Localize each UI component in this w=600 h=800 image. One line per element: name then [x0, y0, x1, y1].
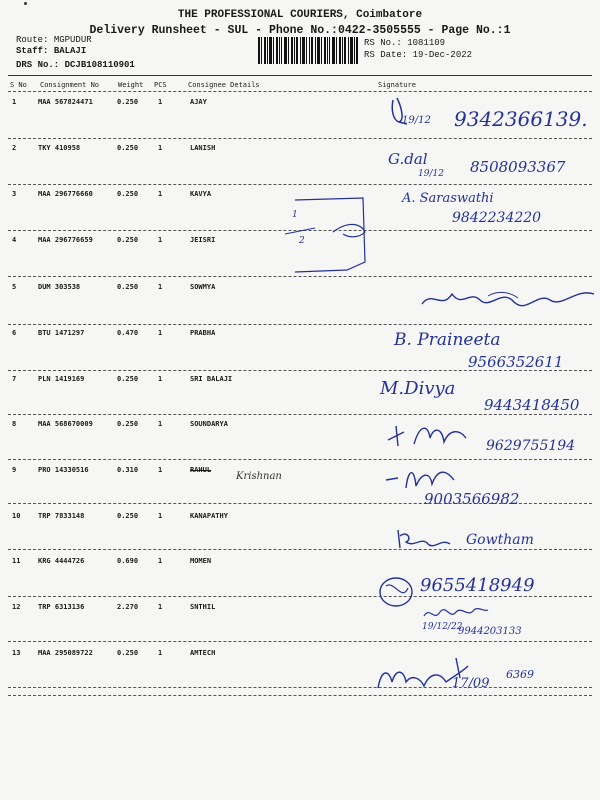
runsheet-subtitle: Delivery Runsheet - SUL - Phone No.:0422-3505555 - Page No.:1 — [89, 24, 511, 37]
row-sno: 6 — [12, 329, 17, 337]
row-consignee: JEISRI — [190, 236, 216, 244]
row-consignee: MOMEN — [190, 557, 212, 565]
row-sno: 3 — [12, 190, 17, 198]
signature-8-phone: 9629755194 — [486, 438, 576, 454]
header-top-rule — [8, 75, 592, 76]
bracket-mark-2: 2 — [299, 236, 305, 246]
bracket-mark-1: 1 — [292, 210, 298, 220]
row-weight: 0.250 — [117, 190, 139, 198]
row-consignee: PRABHA — [190, 329, 216, 337]
col-signature: Signature — [378, 81, 416, 89]
company-title: THE PROFESSIONAL COURIERS, Coimbatore — [177, 9, 423, 21]
signature-13-code: 6369 — [506, 668, 534, 681]
signature-10-name: Gowtham — [466, 532, 534, 548]
row-divider — [8, 549, 592, 550]
signature-2-date: 19/12 — [418, 169, 444, 179]
col-consignment: Consignment No — [40, 81, 100, 89]
row-sno: 5 — [12, 283, 17, 291]
route-label: Route: — [16, 35, 49, 45]
row-pcs: 1 — [158, 144, 163, 152]
rs-no-info — [364, 38, 445, 48]
signature-12-date: 19/12/22 — [422, 622, 463, 632]
row-divider — [8, 414, 592, 415]
signature-13-date: 17/09 — [452, 676, 490, 691]
row-divider — [8, 184, 592, 185]
rs-no-label: RS No.: — [364, 38, 402, 48]
row-pcs: 1 — [158, 557, 163, 565]
signature-9-scribble — [384, 462, 464, 492]
header-bottom-rule — [8, 91, 592, 92]
signature-10-scribble — [394, 526, 454, 552]
row-pcs: 1 — [158, 329, 163, 337]
barcode — [258, 37, 358, 64]
row-sno: 13 — [12, 649, 21, 657]
row-consignee: SRI BALAJI — [190, 375, 233, 383]
col-weight: Weight — [118, 81, 144, 89]
row-consignee: SOUNDARYA — [190, 420, 228, 428]
row-weight: 0.250 — [117, 236, 139, 244]
col-consignee: Consignee Details — [188, 81, 260, 89]
row-divider — [8, 641, 592, 642]
row-sno: 4 — [12, 236, 17, 244]
signature-6-phone: 9566352611 — [468, 353, 564, 371]
signature-1-phone: 9342366139. — [454, 107, 588, 131]
rs-no-value: 1081109 — [407, 38, 446, 48]
signature-3-name: A. Saraswathi — [402, 191, 494, 206]
row-pcs: 1 — [158, 420, 163, 428]
rs-date-info — [364, 50, 472, 60]
signature-11-phone: 9655418949 — [420, 575, 535, 596]
row-consignment-no: BTU 1471297 — [38, 329, 85, 337]
row-consignee: SNTHIL — [190, 603, 216, 611]
row-pcs: 1 — [158, 98, 163, 106]
row-pcs: 1 — [158, 466, 163, 474]
row-sno: 1 — [12, 98, 17, 106]
row-weight: 0.250 — [117, 649, 139, 657]
signature-2-phone: 8508093367 — [470, 158, 566, 176]
row-pcs: 1 — [158, 190, 163, 198]
signature-3-phone: 9842234220 — [452, 210, 542, 226]
row-divider — [8, 596, 592, 597]
signature-7-phone: 9443418450 — [484, 396, 580, 414]
row-sno: 7 — [12, 375, 17, 383]
row-consignee: AMTECH — [190, 649, 216, 657]
row-divider — [8, 687, 592, 688]
row-pcs: 1 — [158, 649, 163, 657]
route-value: MGPUDUR — [53, 35, 92, 45]
row-consignee: KANAPATHY — [190, 512, 228, 520]
row-consignment-no: DUM 303538 — [38, 283, 81, 291]
row-weight: 0.250 — [117, 375, 139, 383]
drs-info — [16, 60, 135, 70]
signature-12-phone: 9944203133 — [458, 626, 522, 637]
staff-info — [16, 46, 86, 56]
row-weight: 0.690 — [117, 557, 139, 565]
row-divider — [8, 459, 592, 460]
row-consignee: LANISH — [190, 144, 216, 152]
row-consignment-no: MAA 295089722 — [38, 649, 93, 657]
signature-6-name: B. Praineeta — [394, 330, 501, 350]
row-consignment-no: MAA 568670009 — [38, 420, 93, 428]
rs-date-value: 19-Dec-2022 — [412, 50, 473, 60]
col-pcs: PCS — [154, 81, 167, 89]
signature-1-date: 19/12 — [402, 115, 431, 126]
row-pcs: 1 — [158, 603, 163, 611]
row-9-name-note: Krishnan — [236, 471, 282, 482]
row-divider — [8, 324, 592, 325]
row-pcs: 1 — [158, 512, 163, 520]
row-consignee: RAHUL — [190, 466, 212, 474]
staff-label: Staff: — [16, 46, 49, 56]
signature-9-phone: 9003566982 — [424, 490, 520, 508]
route-info — [16, 35, 92, 45]
row-weight: 0.250 — [117, 512, 139, 520]
row-weight: 0.470 — [117, 329, 139, 337]
row-sno: 2 — [12, 144, 17, 152]
row-consignment-no: MAA 296776660 — [38, 190, 93, 198]
signature-3-4-bracket — [265, 192, 375, 277]
row-pcs: 1 — [158, 283, 163, 291]
row-weight: 2.270 — [117, 603, 139, 611]
row-consignment-no: PLN 1419169 — [38, 375, 85, 383]
row-weight: 0.310 — [117, 466, 139, 474]
signature-1-scribble — [385, 92, 445, 132]
row-consignee: SOWMYA — [190, 283, 216, 291]
drs-value: DCJB108110901 — [64, 60, 135, 70]
staff-value: BALAJI — [53, 46, 87, 56]
row-consignment-no: TRP 6313136 — [38, 603, 85, 611]
row-sno: 10 — [12, 512, 21, 520]
signature-5-scribble — [418, 280, 598, 316]
row-divider — [8, 138, 592, 139]
row-consignment-no: MAA 567824471 — [38, 98, 93, 106]
row-weight: 0.250 — [117, 144, 139, 152]
drs-label: DRS No.: — [16, 60, 60, 70]
row-weight: 0.250 — [117, 98, 139, 106]
rs-date-label: RS Date: — [364, 50, 408, 60]
signature-7-name: M.Divya — [380, 378, 456, 399]
row-pcs: 1 — [158, 375, 163, 383]
signature-11-scribble — [376, 572, 418, 610]
col-sno: S No — [10, 81, 27, 89]
row-consignment-no: MAA 296776659 — [38, 236, 93, 244]
row-weight: 0.250 — [117, 420, 139, 428]
row-consignment-no: PRO 14330516 — [38, 466, 89, 474]
signature-8-scribble — [384, 418, 474, 452]
table-bottom-rule — [8, 695, 592, 696]
row-weight: 0.250 — [117, 283, 139, 291]
signature-2-name: G.dal — [388, 150, 428, 168]
row-consignee: KAVYA — [190, 190, 212, 198]
row-sno: 9 — [12, 466, 17, 474]
signature-13-scribble — [372, 652, 482, 698]
row-sno: 8 — [12, 420, 17, 428]
signature-12-scribble — [420, 602, 490, 624]
row-consignment-no: TKY 410958 — [38, 144, 81, 152]
corner-dot — [24, 2, 27, 5]
row-sno: 11 — [12, 557, 21, 565]
row-consignment-no: TRP 7833148 — [38, 512, 85, 520]
row-consignment-no: KRG 4444726 — [38, 557, 85, 565]
row-sno: 12 — [12, 603, 21, 611]
row-pcs: 1 — [158, 236, 163, 244]
row-consignee: AJAY — [190, 98, 207, 106]
